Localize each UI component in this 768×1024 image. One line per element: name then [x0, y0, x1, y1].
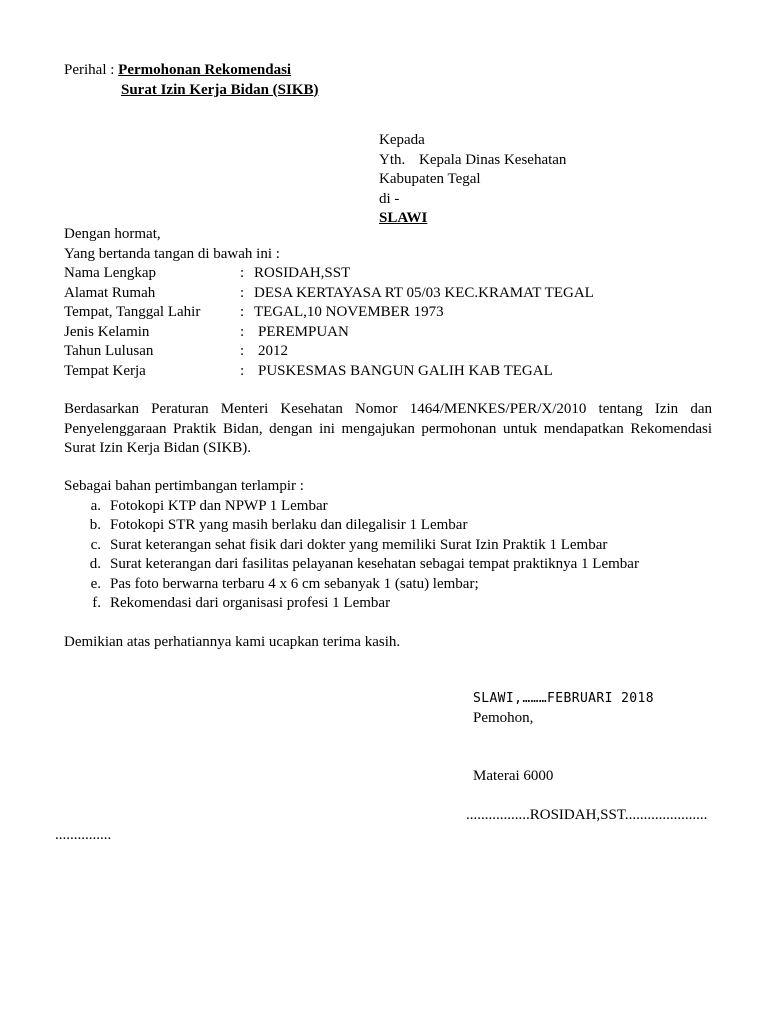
identity-value: ROSIDAH,SST [254, 265, 351, 281]
list-text: Fotokopi STR yang masih berlaku dan dilegalisir 1 Lembar [110, 517, 468, 533]
identity-row [64, 323, 594, 343]
identity-value: TEGAL,10 NOVEMBER 1973 [254, 304, 444, 320]
identity-label: Tempat Kerja [64, 362, 146, 379]
identity-separator: : [240, 284, 245, 301]
attachments-block [64, 477, 639, 614]
list-marker: c. [90, 536, 101, 553]
identity-row [64, 264, 594, 284]
list-text: Surat keterangan dari fasilitas pelayanan kesehatan sebagai tempat praktiknya 1 Lembar [110, 556, 639, 572]
list-item [64, 555, 639, 575]
recipient-di: di - [379, 190, 400, 207]
identity-label: Jenis Kelamin [64, 323, 150, 340]
list-marker: e. [90, 575, 101, 592]
intro-line: Yang bertanda tangan di bawah ini : [64, 245, 280, 262]
identity-label: Alamat Rumah [64, 284, 156, 301]
identity-value: PUSKESMAS BANGUN GALIH KAB TEGAL [258, 362, 553, 379]
opening-block [64, 225, 280, 264]
list-text: Surat keterangan sehat fisik dari dokter yang memiliki Surat Izin Praktik 1 Lembar [110, 536, 608, 553]
subject-label: Perihal : [64, 62, 115, 78]
list-marker: b. [89, 517, 101, 533]
identity-separator: : [240, 265, 245, 281]
trailing-dots: ............... [55, 827, 112, 843]
attachments-list [64, 497, 639, 614]
identity-label: Tahun Lulusan [64, 343, 154, 359]
identity-value: 2012 [258, 343, 288, 359]
list-item [64, 594, 639, 614]
list-item [64, 516, 639, 536]
identity-separator: : [240, 304, 245, 320]
recipient-honorific: Yth. [379, 151, 406, 168]
list-text: Fotokopi KTP dan NPWP 1 Lembar [110, 497, 328, 514]
recipient-region: Kabupaten Tegal [379, 171, 481, 187]
list-text: Pas foto berwarna terbaru 4 x 6 cm sebanyak 1 (satu) lembar; [110, 575, 479, 592]
subject-title-line1: Permohonan Rekomendasi [118, 62, 292, 78]
list-item [64, 575, 639, 595]
attachments-intro: Sebagai bahan pertimbangan terlampir : [64, 478, 304, 494]
list-item [64, 536, 639, 556]
signature-date: SLAWI,………FEBRUARI 2018 [473, 691, 654, 706]
identity-row [64, 362, 594, 382]
signature-block [473, 689, 654, 728]
signature-name: .................ROSIDAH,SST...................... [466, 807, 708, 823]
identity-label: Nama Lengkap [64, 265, 157, 281]
identity-value: PEREMPUAN [258, 323, 349, 340]
recipient-kepada: Kepada [379, 132, 425, 148]
recipient-block [379, 131, 566, 229]
identity-row [64, 284, 594, 304]
greeting: Dengan hormat, [64, 226, 161, 242]
closing-sentence: Demikian atas perhatiannya kami ucapkan terima kasih. [64, 634, 401, 650]
identity-separator: : [240, 362, 245, 379]
identity-row [64, 342, 594, 362]
list-text: Rekomendasi dari organisasi profesi 1 Lembar [110, 595, 391, 611]
identity-separator: : [240, 323, 245, 340]
identity-row [64, 303, 594, 323]
recipient-city: SLAWI [379, 210, 428, 226]
list-marker: a. [90, 497, 101, 514]
list-marker: d. [89, 556, 101, 572]
subject-title-line2: Surat Izin Kerja Bidan (SIKB) [121, 81, 319, 98]
identity-value: DESA KERTAYASA RT 05/03 KEC.KRAMAT TEGAL [254, 284, 594, 301]
identity-separator: : [240, 343, 245, 359]
list-item [64, 497, 639, 517]
recipient-name: Kepala Dinas Kesehatan [419, 151, 567, 168]
materai-stamp-label: Materai 6000 [473, 768, 554, 784]
list-marker: f. [92, 595, 101, 611]
identity-table [64, 264, 594, 381]
body-paragraph: Berdasarkan Peraturan Menteri Kesehatan Nomor 1464/MENKES/PER/X/2010 tentang Izin dan Penyelenggaraan Praktik Bidan, dengan ini mengajukan permohonan untuk mendapatkan Rekomendasi Surat Izin Kerja Bidan (SIKB). [64, 401, 712, 456]
identity-label: Tempat, Tanggal Lahir [64, 304, 201, 320]
subject-block [64, 61, 319, 100]
signature-role: Pemohon, [473, 709, 534, 726]
